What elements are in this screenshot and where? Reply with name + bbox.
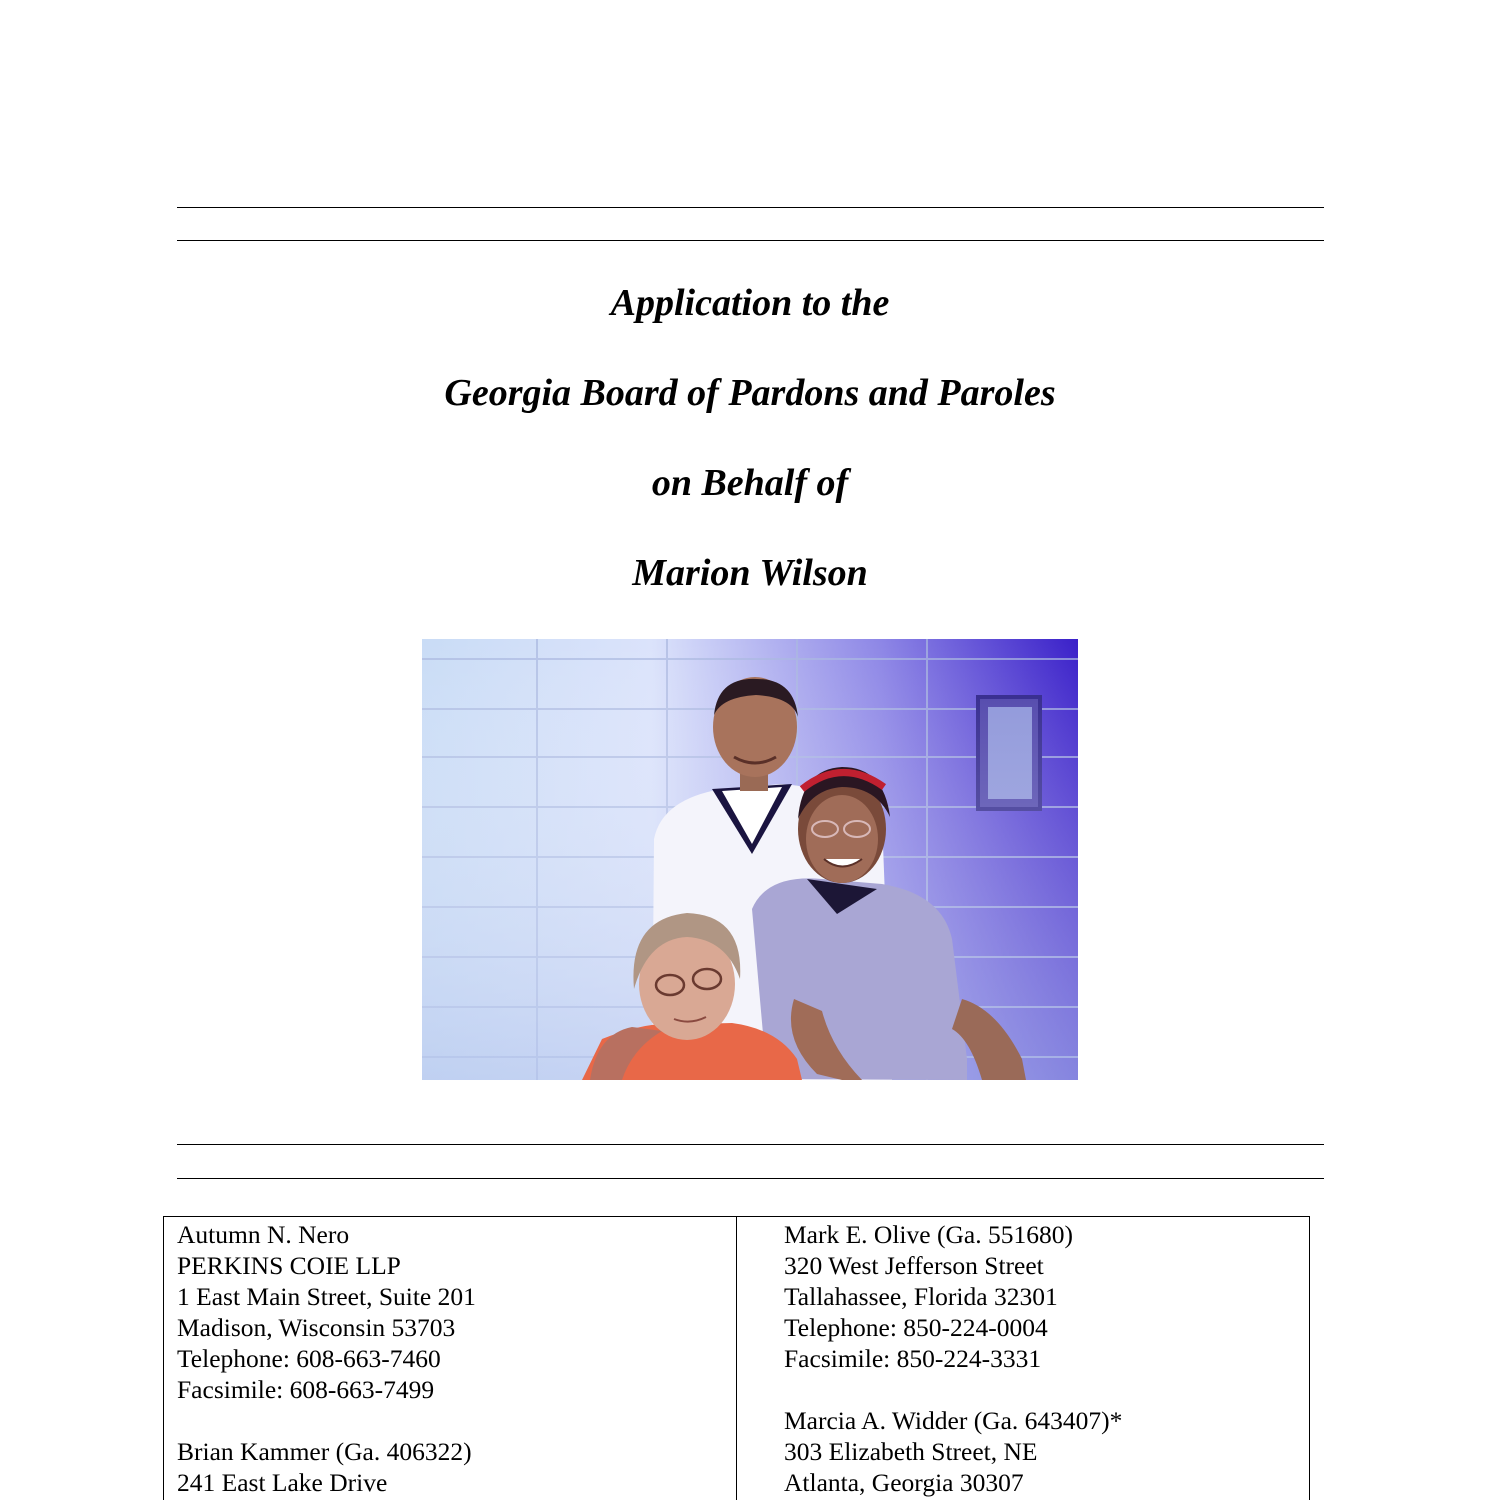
counsel-city: Tallahassee, Florida 32301 — [784, 1282, 1058, 1311]
counsel-name: Mark E. Olive (Ga. 551680) — [784, 1220, 1073, 1249]
title-line-3: on Behalf of — [651, 462, 849, 504]
top-rule-2 — [177, 240, 1324, 241]
counsel-street: 241 East Lake Drive — [177, 1468, 388, 1497]
counsel-firm: PERKINS COIE LLP — [177, 1251, 401, 1280]
counsel-table — [163, 1216, 1310, 1500]
counsel-name: Autumn N. Nero — [177, 1220, 350, 1249]
title-line-4: Marion Wilson — [632, 552, 868, 594]
bottom-rule-1 — [177, 1144, 1324, 1145]
counsel-name: Brian Kammer (Ga. 406322) — [177, 1437, 472, 1466]
title-line-2: Georgia Board of Pardons and Paroles — [444, 372, 1056, 414]
counsel-column-right — [737, 1217, 1122, 1500]
counsel-fax: Facsimile: 608-663-7499 — [177, 1375, 435, 1404]
counsel-fax: Facsimile: 850-224-3331 — [784, 1344, 1042, 1373]
top-rule-1 — [177, 207, 1324, 208]
counsel-phone: Telephone: 850-224-0004 — [784, 1313, 1048, 1342]
counsel-city: Atlanta, Georgia 30307 — [784, 1468, 1024, 1497]
counsel-column-left — [164, 1217, 737, 1500]
counsel-street: 320 West Jefferson Street — [784, 1251, 1044, 1280]
counsel-street: 1 East Main Street, Suite 201 — [177, 1282, 476, 1311]
counsel-city: Madison, Wisconsin 53703 — [177, 1313, 456, 1342]
title-line-1: Application to the — [610, 282, 890, 324]
family-photo — [422, 639, 1078, 1080]
counsel-street: 303 Elizabeth Street, NE — [784, 1437, 1038, 1466]
bottom-rule-2 — [177, 1178, 1324, 1179]
counsel-phone: Telephone: 608-663-7460 — [177, 1344, 441, 1373]
counsel-name: Marcia A. Widder (Ga. 643407)* — [784, 1406, 1123, 1435]
